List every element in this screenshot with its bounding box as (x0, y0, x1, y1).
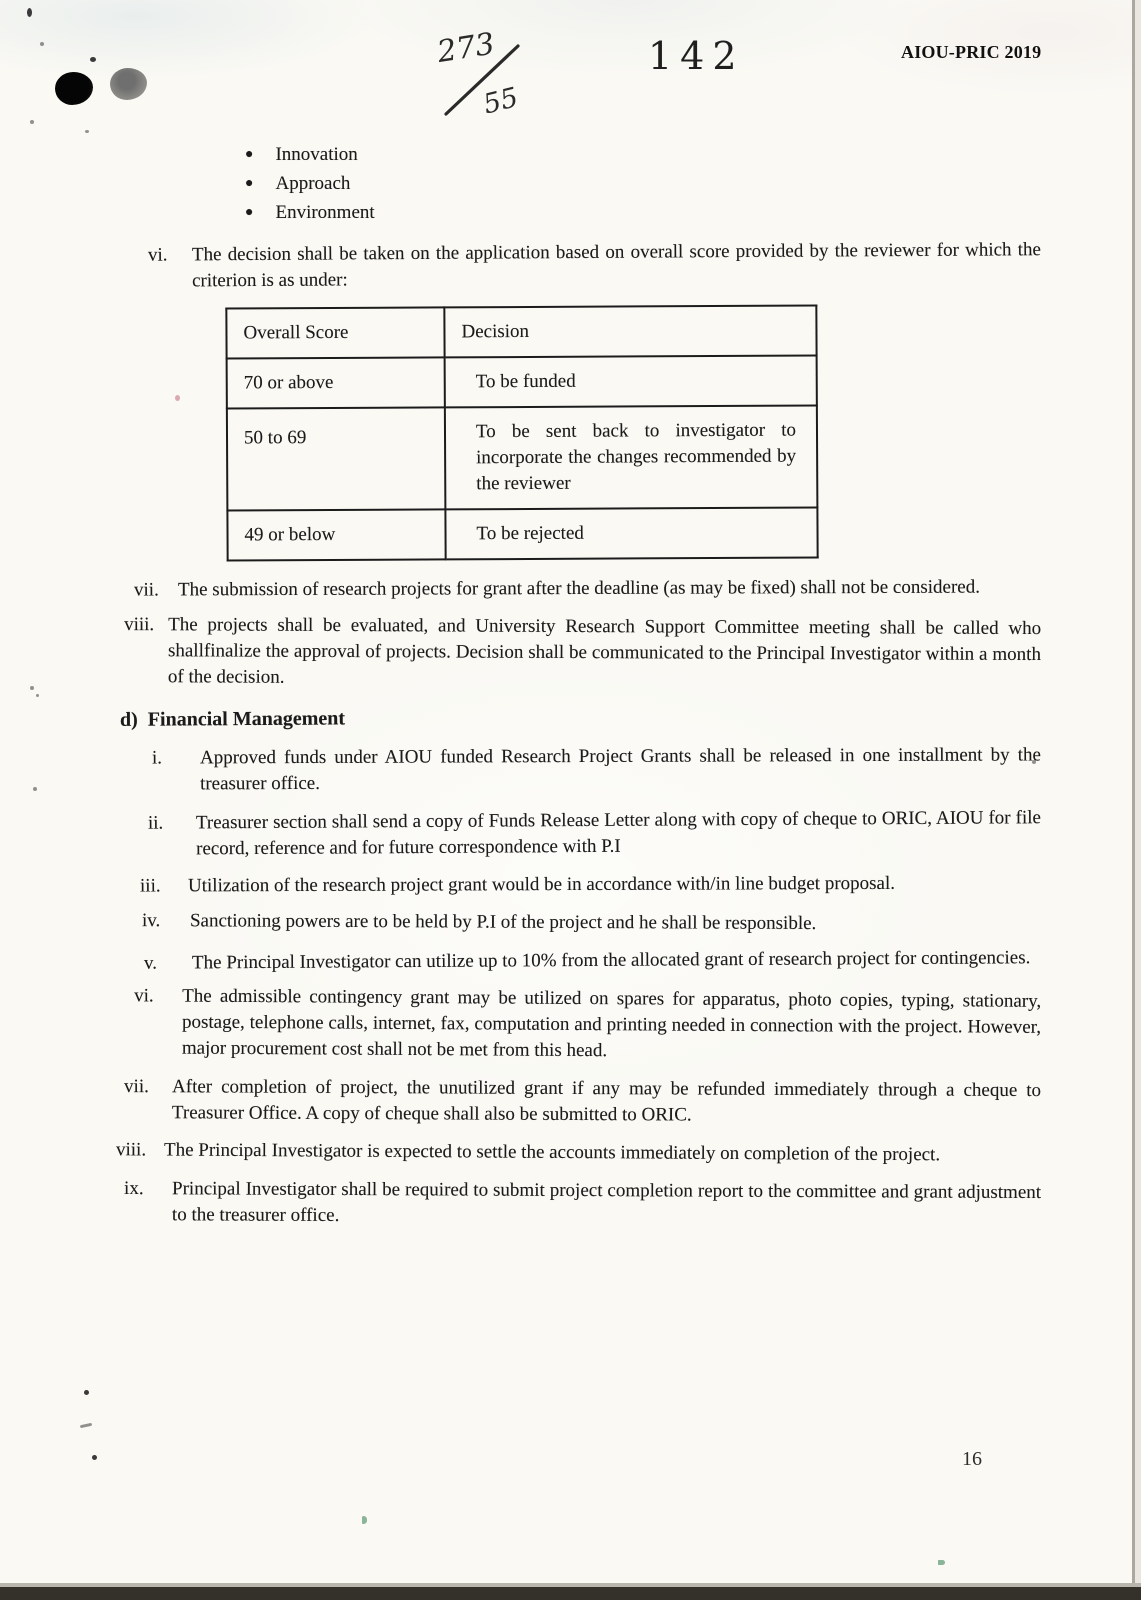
item-number: ix. (124, 1177, 144, 1199)
financial-item-iii (124, 870, 1041, 899)
clause-text: The decision shall be taken on the application based on overall score provided by the reviewer for which the criterion is as under: (191, 239, 1041, 292)
item-text: The admissible contingency grant may be utilized on spares for apparatus, photo copies, typing, stationary, postage, telephone calls, internet, fax, computation and printing needed in connection with the project. However, major procurement cost shall not be met from this head. (181, 985, 1042, 1061)
section-label: d) (119, 708, 138, 732)
score-cell: 70 or above (227, 357, 445, 408)
document-body (115, 142, 1042, 1242)
item-number: viii. (115, 1139, 147, 1161)
clause-text: The projects shall be evaluated, and University Research Support Committee meeting shall be called who shallfinalize the approval of projects. Decision shall be communicated to the Principal Investigator within a month of the decision. (167, 614, 1042, 688)
ink-speck (27, 8, 32, 17)
clause-number: vi. (147, 244, 168, 266)
financial-item-v (128, 945, 1041, 977)
item-text: Treasurer section shall send a copy of Funds Release Letter along with copy of cheque to ORIC, AIOU for file record, reference and for future correspondence with P.I (195, 806, 1041, 860)
ink-speck (36, 694, 39, 697)
bullet-label: Environment (275, 202, 375, 224)
section-d-heading (120, 701, 1041, 734)
ink-speck (362, 1516, 367, 1524)
ink-speck (92, 1455, 97, 1460)
ink-speck (40, 42, 44, 46)
handwritten-denominator: 55 (480, 82, 522, 121)
item-text: Utilization of the research project grant would be in accordance with/in line budget proposal. (187, 872, 896, 897)
score-cell: 49 or below (227, 510, 445, 561)
column-header-decision: Decision (444, 306, 816, 358)
financial-item-viii (100, 1137, 1041, 1169)
table-header-row (226, 306, 816, 359)
handwritten-numerator: 273 (434, 26, 497, 71)
ink-speck (30, 120, 34, 124)
clause-text: The submission of research projects for grant after the deadline (as may be fixed) shall not be considered. (177, 576, 980, 601)
bullet-label: Innovation (275, 144, 358, 165)
ink-speck (33, 787, 37, 791)
bullet-dot-icon: ● (245, 147, 254, 162)
bullet-dot-icon: ● (245, 205, 254, 221)
document-reference: AIOU-PRIC 2019 (901, 42, 1042, 62)
item-text: Approved funds under AIOU funded Research Project Grants shall be released in one installment by the treasurer office. (199, 744, 1041, 794)
item-text: After completion of project, the unutilized grant if any may be refunded immediately through a cheque to Treasurer Office. A copy of cheque shall also be submitted to ORIC. (171, 1076, 1042, 1126)
item-text: Sanctioning powers are to be held by P.I of the project and he shall be responsible. (189, 909, 817, 934)
ink-speck (90, 57, 96, 62)
scan-edge-right-line (1132, 0, 1135, 1600)
financial-item-ii (132, 805, 1041, 863)
scan-edge-bottom-band (0, 1587, 1141, 1600)
bullet-item (245, 200, 1041, 226)
score-cell: 50 to 69 (227, 408, 446, 511)
bullet-dot-icon: ● (245, 176, 254, 192)
ink-speck (85, 130, 89, 133)
table-row (227, 356, 817, 409)
column-header-overall-score: Overall Score (226, 307, 444, 358)
table-row (227, 508, 817, 561)
criteria-bullet-list (120, 142, 1041, 226)
bullet-label: Approach (275, 173, 351, 195)
clause-vii (106, 575, 1041, 604)
item-text: The Principal Investigator can utilize up to 10% from the allocated grant of research project for contingencies. (191, 946, 1031, 974)
financial-item-vi (118, 983, 1041, 1067)
score-decision-table (225, 305, 818, 562)
ink-blob-dark (55, 72, 93, 105)
ink-speck (80, 1423, 92, 1428)
bullet-item (245, 142, 1041, 168)
item-number: iv. (141, 909, 161, 931)
ink-blob-faded (110, 68, 147, 100)
financial-item-iv (126, 908, 1041, 938)
item-number: vii. (124, 1075, 149, 1097)
page-stamp-number: 142 (648, 34, 745, 78)
section-title: Financial Management (147, 707, 346, 731)
table-row (227, 406, 818, 511)
clause-number: viii. (124, 614, 155, 636)
financial-item-ix (108, 1176, 1041, 1232)
item-text: Principal Investigator shall be required to submit project completion report to the committee and grant adjustment to the treasurer office. (171, 1178, 1042, 1226)
ink-speck (938, 1560, 945, 1565)
decision-cell: To be sent back to investigator to incorporate the changes recommended by the reviewer (445, 406, 818, 510)
ink-speck (30, 686, 34, 690)
ink-speck (84, 1390, 89, 1395)
item-number: iii. (139, 875, 161, 897)
page-number: 16 (962, 1448, 982, 1470)
decision-cell: To be funded (445, 356, 817, 408)
item-number: v. (143, 952, 158, 974)
financial-item-vii (108, 1074, 1041, 1130)
item-number: vi. (134, 985, 154, 1007)
clause-viii (96, 612, 1041, 694)
handwritten-fraction (432, 26, 550, 127)
scan-edge-right-margin (1135, 0, 1141, 1600)
item-number: i. (151, 747, 163, 769)
bullet-item (245, 171, 1041, 197)
clause-number: vii. (133, 579, 159, 601)
financial-item-i (136, 742, 1041, 797)
clause-vi (120, 237, 1041, 295)
item-text: The Principal Investigator is expected to settle the accounts immediately on completion of the project. (163, 1139, 941, 1166)
decision-cell: To be rejected (445, 508, 817, 560)
item-number: ii. (147, 812, 164, 834)
